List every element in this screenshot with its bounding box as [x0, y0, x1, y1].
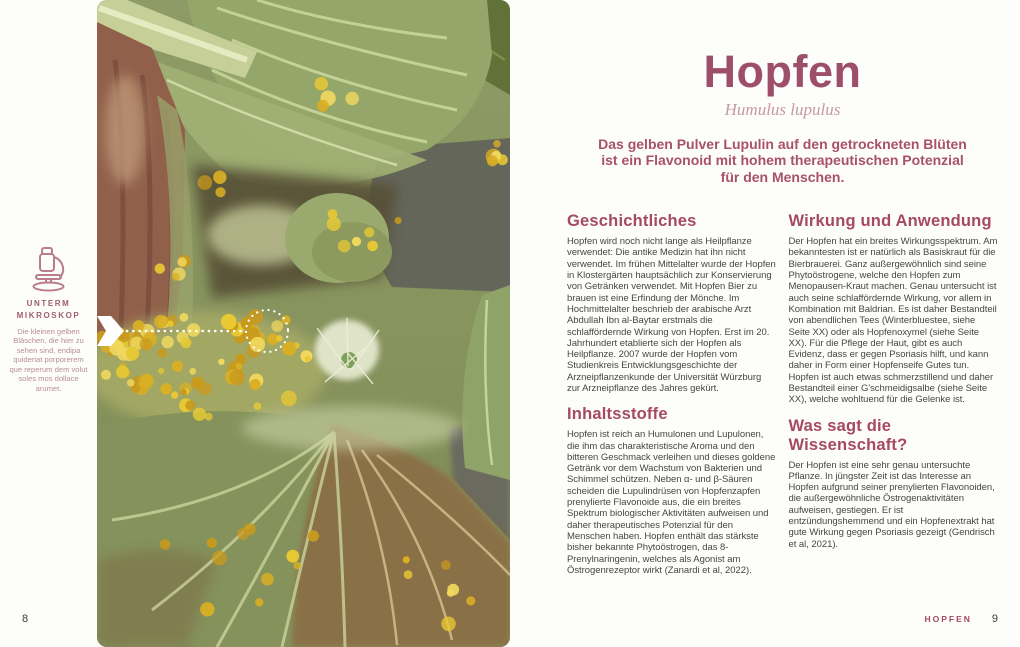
microscope-annotation-title: UNTERM MIKROSKOP — [16, 299, 81, 320]
left-margin-column — [0, 0, 97, 647]
page-number-left: 8 — [22, 613, 29, 625]
page-number-right: 9 — [991, 613, 998, 625]
microscope-annotation — [0, 246, 97, 393]
section-heading: Geschichtliches — [567, 212, 697, 231]
section-inhaltsstoffe — [567, 405, 777, 576]
column-right — [789, 212, 999, 576]
intro-lead: Das gelben Pulver Lupulin auf den getrockneten Blüten ist ein Flavonoid mit hohem therapeutischen Potenzial für den Menschen. — [598, 136, 967, 185]
latin-name: Humulus lupulus — [724, 100, 841, 119]
section-heading: Was sagt die Wissenschaft? — [788, 416, 908, 454]
right-page — [510, 0, 1020, 647]
microscope-icon — [29, 246, 69, 292]
hops-macro-photo-illustration — [97, 0, 510, 647]
hops-macro-photo — [97, 0, 510, 647]
section-geschichtliches — [567, 212, 777, 394]
page-footer-right — [924, 613, 998, 625]
section-body: Der Hopfen hat ein breites Wirkungsspektrum. Am bekanntesten ist er natürlich als Basiskraut für die Bierbrauerei. Ganz außergewöhnlich sind seine Phytoöstrogene, welche den Hopfen zum Menopausen-Kraut machen. Genau untersucht ist auch seine schlaffördernde Wirkung, vor allem in Kombination mit Baldrian. Es ist daher Bestandteil von abendlichen Tees (Winterbluestee, siehe Seite XX) oder als Hopfenoxymel (siehe Seite XX). Für die Pflege der Haut, gibt es auch Evidenz, dass er gegen Psoriasis hilft, und kann daher in Form einer Hopfenseife Gutes tun. Hopfen ist auch etwas schmerzstillend und daher Bestandteil einer G'schmeidigsalbe (siehe Seite XX), welche wohltuend für die Gelenke ist. — [788, 236, 998, 406]
section-body: Hopfen ist reich an Humulonen und Lupulonen, die ihm das charakteristische Aroma und den bitteren Geschmack verleihen und dieses goldene Getränk vor dem Wachstum von Bakterien und Schimmel schützen. Neben α- und β-Säuren scheiden die Lupulindrüsen von Hopfenzapfen prenylierte Flavonoide aus, die ein breites Spektrum biologischer Aktivitäten aufweisen und daher therapeutisches Potenzial für den Menschen haben. Hopfen enthält das stärkste bisher bekannte Phytoöstrogen, das 8-Prenylnaringenin, welches als Agonist am Östrogenrezeptor wirkt (Zanardi et al, 2022). — [567, 429, 776, 576]
chapter-header — [567, 46, 998, 185]
section-wirkung-und-anwendung — [789, 212, 999, 405]
section-heading: Inhaltsstoffe — [567, 405, 668, 424]
section-wissenschaft — [789, 417, 999, 550]
page-title: Hopfen — [703, 46, 862, 97]
section-body: Hopfen wird noch nicht lange als Heilpflanze verwendet: Die antike Medizin hat ihn nicht verwendet. Im frühen Mittelalter wurde der Hopfen in Klostergärten hauptsächlich zur Konservierung von Getränken verwendet. Mit Hopfen Bier zu brauen ist eine Erfindung der Mönche. Im Hochmittelalter beschrieb der arabische Arzt Abdullah Ibn al-Baytar erstmals die schlaffördernde Wirkung von Hopfen. Erst im 20. Jahrhundert etablierte sich der Hopfen als Heilpflanze. 2007 wurde der Hopfen vom Studienkreis Entwicklungsgeschichte der Arzneipflanzenkunde der Universität Würzburg zur Arzneipflanze des Jahres gekürt. — [567, 236, 776, 394]
chapter-label: HOPFEN — [924, 614, 972, 624]
microscope-annotation-caption: Die kleinen gelben Bläschen, die hier zu sehen sind, endipa quideriat porporerem que reperum dem volut soles mos dollace arumet. — [9, 327, 88, 393]
text-columns — [567, 212, 998, 576]
section-heading: Wirkung und Anwendung — [788, 212, 992, 231]
column-left — [567, 212, 777, 576]
section-body: Der Hopfen ist eine sehr genau untersuchte Pflanze. In jüngster Zeit ist das Interesse an Hopfen aufgrund seiner prenylierten Flavonoiden, die außergewöhnliche Östrogenaktivitäten aufweisen, gestiegen. Er ist entzündungshemmend und ein Hopfenextrakt hat gute Wirkung gegen Psoriasis gezeigt (Gendrisch et al, 2021). — [788, 459, 995, 550]
